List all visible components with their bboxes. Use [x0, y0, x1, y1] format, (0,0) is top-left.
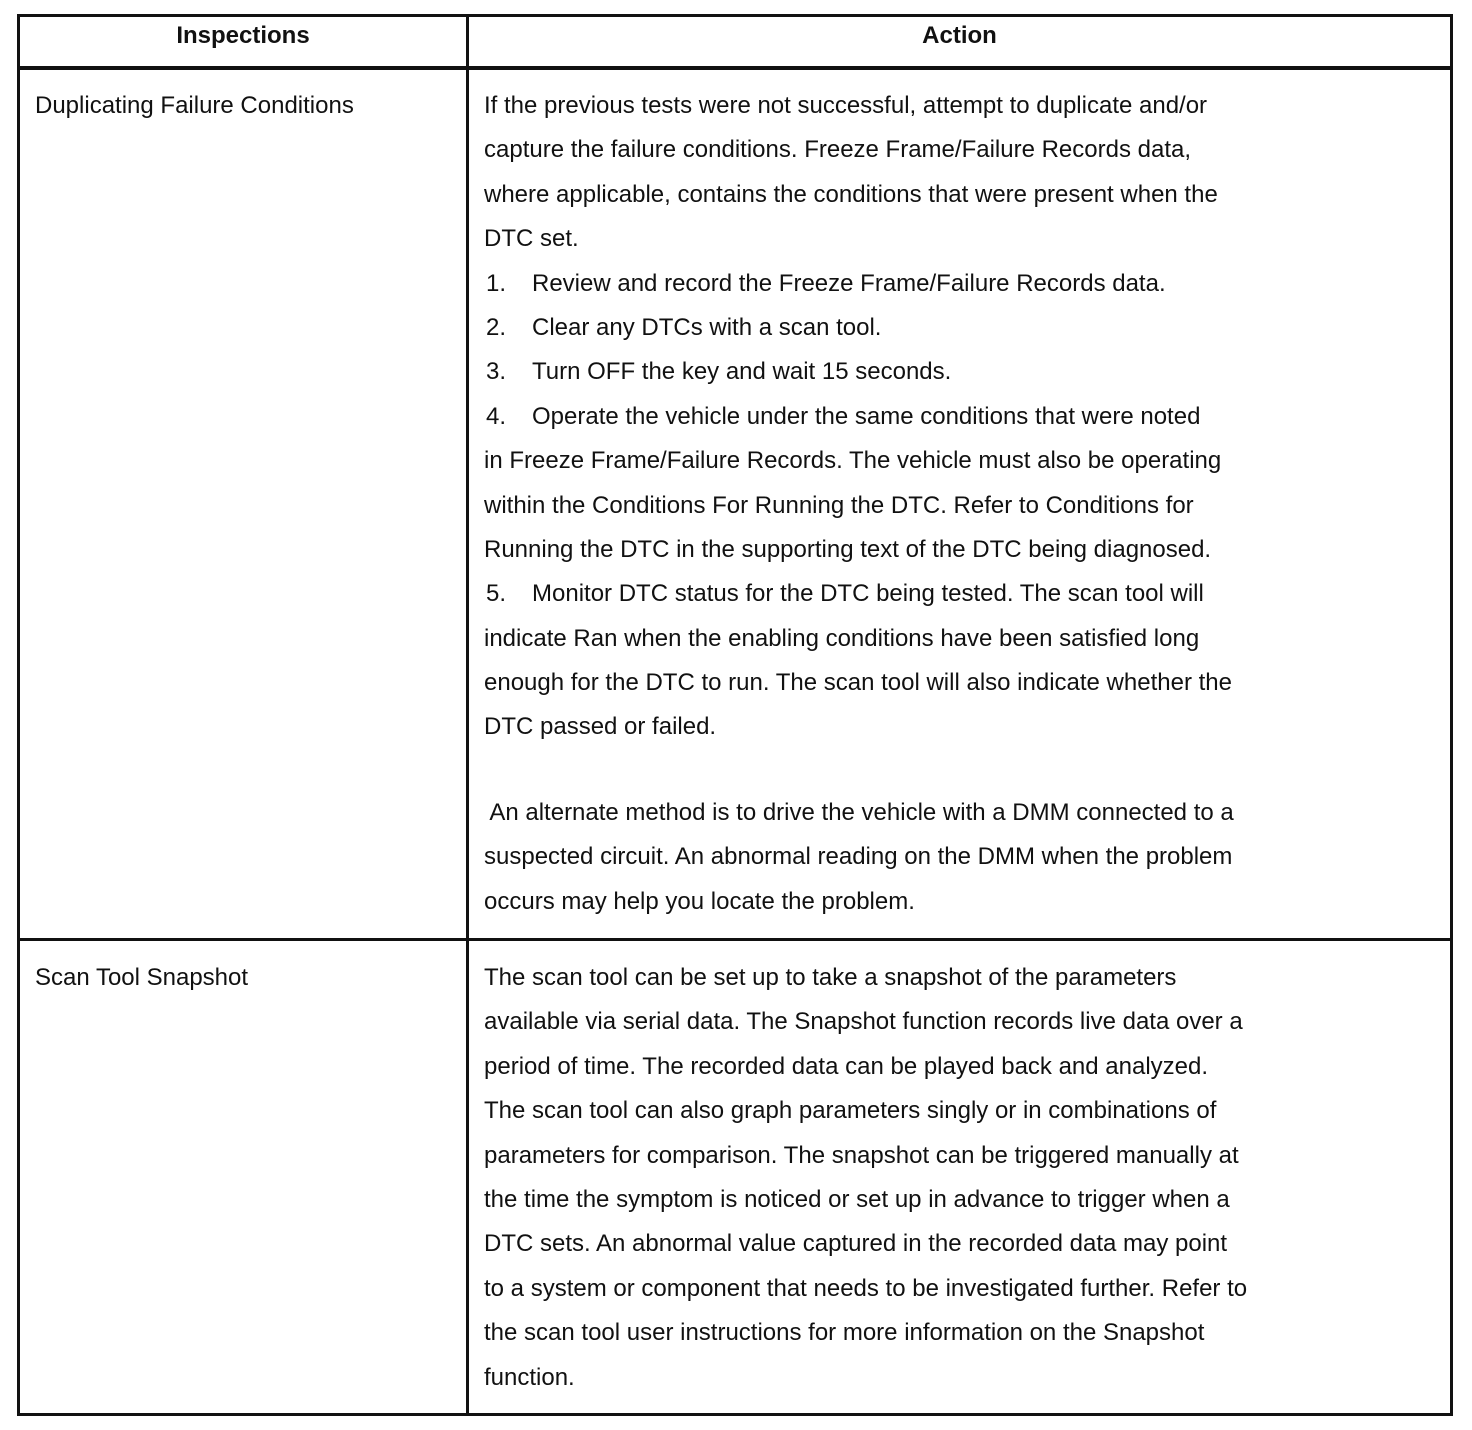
step-text: Turn OFF the key and wait 15 seconds. [532, 358, 952, 386]
row-1-action [484, 84, 1414, 924]
row-2-action [484, 956, 1414, 1400]
step-3 [484, 350, 1414, 394]
step-5-continued: DTC passed or failed. [484, 713, 717, 741]
step-4-continued: in Freeze Frame/Failure Records. The vehicle must also be operating [484, 447, 1222, 475]
row-1-intro-line: If the previous tests were not successful, attempt to duplicate and/or [484, 92, 1208, 119]
step-5 [484, 572, 1414, 616]
step-number: 4. [486, 402, 507, 430]
row-1-closing-line: occurs may help you locate the problem. [484, 887, 915, 915]
step-5-continued: enough for the DTC to run. The scan tool will also indicate whether the [484, 669, 1232, 697]
row-2-line: available via serial data. The Snapshot function records live data over a [484, 1008, 1243, 1036]
step-4 [484, 395, 1414, 439]
paragraph-gap [484, 750, 1414, 791]
row-2-line: to a system or component that needs to be investigated further. Refer to [484, 1274, 1248, 1302]
row-2-line: period of time. The recorded data can be played back and analyzed. [484, 1052, 1209, 1080]
row-2-line: The scan tool can be set up to take a snapshot of the parameters [484, 964, 1177, 991]
step-text: Review and record the Freeze Frame/Failure Records data. [532, 269, 1166, 297]
row-1-closing-line: An alternate method is to drive the vehicle with a DMM connected to a [484, 798, 1234, 826]
step-4-continued: within the Conditions For Running the DTC. Refer to Conditions for [484, 491, 1194, 519]
step-text: Operate the vehicle under the same conditions that were noted [532, 402, 1201, 430]
header-inspections: Inspections [176, 22, 310, 49]
step-1 [484, 262, 1414, 306]
step-number: 5. [486, 580, 507, 608]
step-4-continued: Running the DTC in the supporting text of the DTC being diagnosed. [484, 535, 1212, 563]
row-2-line: DTC sets. An abnormal value captured in the recorded data may point [484, 1230, 1228, 1258]
row-2-line: parameters for comparison. The snapshot can be triggered manually at [484, 1141, 1239, 1169]
step-number: 2. [486, 313, 507, 341]
step-5-continued: indicate Ran when the enabling conditions have been satisfied long [484, 624, 1200, 652]
row-2-line: the scan tool user instructions for more information on the Snapshot [484, 1319, 1205, 1347]
row-2-line: The scan tool can also graph parameters singly or in combinations of [484, 1097, 1217, 1125]
step-text: Monitor DTC status for the DTC being tested. The scan tool will [532, 580, 1204, 608]
column-divider [466, 14, 469, 1416]
step-number: 3. [486, 358, 507, 386]
header-action: Action [922, 22, 997, 49]
row-1-intro-line: capture the failure conditions. Freeze Frame/Failure Records data, [484, 136, 1192, 164]
step-number: 1. [486, 269, 507, 297]
row-1-closing-line: suspected circuit. An abnormal reading on the DMM when the problem [484, 843, 1233, 871]
step-2 [484, 306, 1414, 350]
row-divider [17, 938, 1453, 941]
row-2-line: function. [484, 1363, 575, 1391]
row-1-intro-line: DTC set. [484, 225, 579, 253]
row-1-intro-line: where applicable, contains the conditions that were present when the [484, 180, 1218, 208]
row-2-line: the time the symptom is noticed or set up in advance to trigger when a [484, 1185, 1230, 1213]
step-text: Clear any DTCs with a scan tool. [532, 313, 882, 341]
header-divider [17, 66, 1453, 70]
row-2-inspection: Scan Tool Snapshot [35, 964, 249, 991]
row-1-inspection: Duplicating Failure Conditions [35, 92, 354, 119]
